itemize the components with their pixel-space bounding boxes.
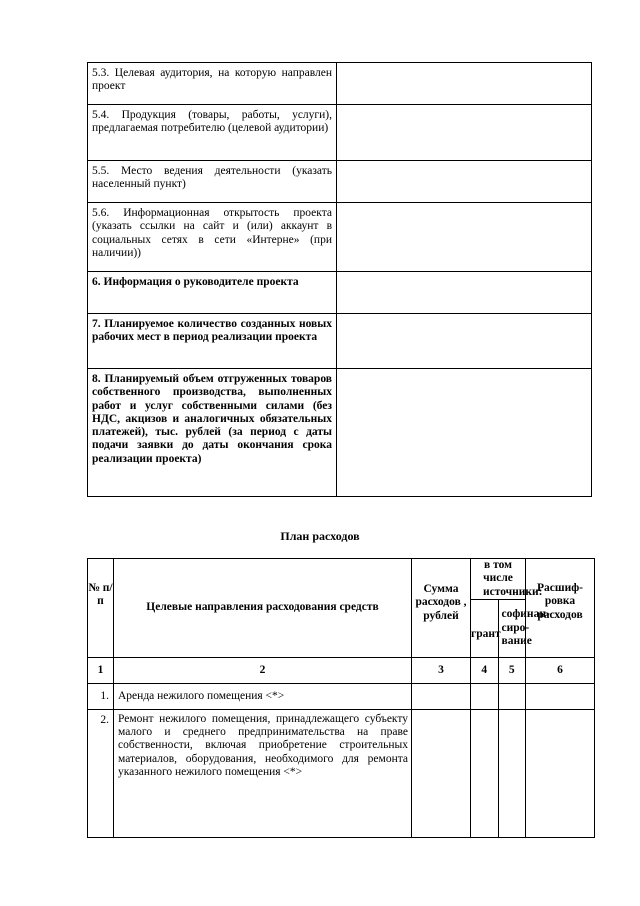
info-answer-cell[interactable]: [337, 63, 592, 105]
info-row-7: [88, 314, 592, 369]
info-answer-cell[interactable]: [337, 203, 592, 272]
row-num: 2.: [88, 709, 114, 837]
col-number: 4: [471, 657, 499, 683]
col-number: 2: [114, 657, 412, 683]
info-answer-cell[interactable]: [337, 161, 592, 203]
expense-row: [88, 709, 595, 837]
row-direction: Аренда нежилого помещения <*>: [114, 683, 412, 709]
info-question: 7. Планируемое количество созданных новых рабочих мест в период реализации проекта: [88, 314, 337, 369]
col-number: 5: [498, 657, 526, 683]
info-row-5-6: [88, 203, 592, 272]
info-question: 5.3. Целевая аудитория, на которую направлен проект: [88, 63, 337, 105]
header-decode: Расшиф-ровка расходов: [526, 559, 595, 658]
header-cofinancing: софинан-сиро-вание: [498, 599, 526, 657]
row-cofinancing-cell[interactable]: [498, 683, 526, 709]
info-answer-cell[interactable]: [337, 314, 592, 369]
expense-row: [88, 683, 595, 709]
col-number: 1: [88, 657, 114, 683]
row-direction: Ремонт нежилого помещения, принадлежащего субъекту малого и среднего предпринимательства на праве собственности, включая приобретение строительных материалов, оборудования, необходимого для ремонта указанного нежилого помещения <*>: [114, 709, 412, 837]
info-answer-cell[interactable]: [337, 272, 592, 314]
header-sources: в том числе источники:: [471, 559, 526, 600]
row-decode-cell[interactable]: [526, 709, 595, 837]
row-grant-cell[interactable]: [471, 709, 499, 837]
row-sum-cell[interactable]: [412, 683, 471, 709]
info-row-8: [88, 369, 592, 497]
project-info-table: [87, 62, 592, 497]
col-number: 6: [526, 657, 595, 683]
col-number: 3: [412, 657, 471, 683]
row-decode-cell[interactable]: [526, 683, 595, 709]
column-number-row: [88, 657, 595, 683]
info-question: 5.5. Место ведения деятельности (указать населенный пункт): [88, 161, 337, 203]
info-question: 5.6. Информационная открытость проекта (указать ссылки на сайт и (или) аккаунт в социальных сетях в сети «Интерне» (при наличии)): [88, 203, 337, 272]
expense-plan-table: [87, 558, 595, 838]
info-question: 5.4. Продукция (товары, работы, услуги), предлагаемая потребителю (целевой аудитории): [88, 105, 337, 161]
info-row-5-4: [88, 105, 592, 161]
plan-title: План расходов: [280, 529, 360, 543]
info-question: 8. Планируемый объем отгруженных товаров собственного производства, выполненных работ и услуг собственными силами (без НДС, акцизов и аналогичных обязательных платежей), тыс. рублей (за период с даты подачи заявки до даты окончания срока реализации проекта): [88, 369, 337, 497]
info-row-6: [88, 272, 592, 314]
header-direction: Целевые направления расходования средств: [114, 559, 412, 658]
info-row-5-3: [88, 63, 592, 105]
row-sum-cell[interactable]: [412, 709, 471, 837]
header-row-top: [88, 559, 595, 600]
row-cofinancing-cell[interactable]: [498, 709, 526, 837]
header-grant: грант: [471, 599, 499, 657]
row-num: 1.: [88, 683, 114, 709]
info-answer-cell[interactable]: [337, 105, 592, 161]
info-row-5-5: [88, 161, 592, 203]
info-question: 6. Информация о руководителе проекта: [88, 272, 337, 314]
header-num: № п/п: [88, 559, 114, 658]
row-grant-cell[interactable]: [471, 683, 499, 709]
info-answer-cell[interactable]: [337, 369, 592, 497]
header-sum: Сумма расходов , рублей: [412, 559, 471, 658]
